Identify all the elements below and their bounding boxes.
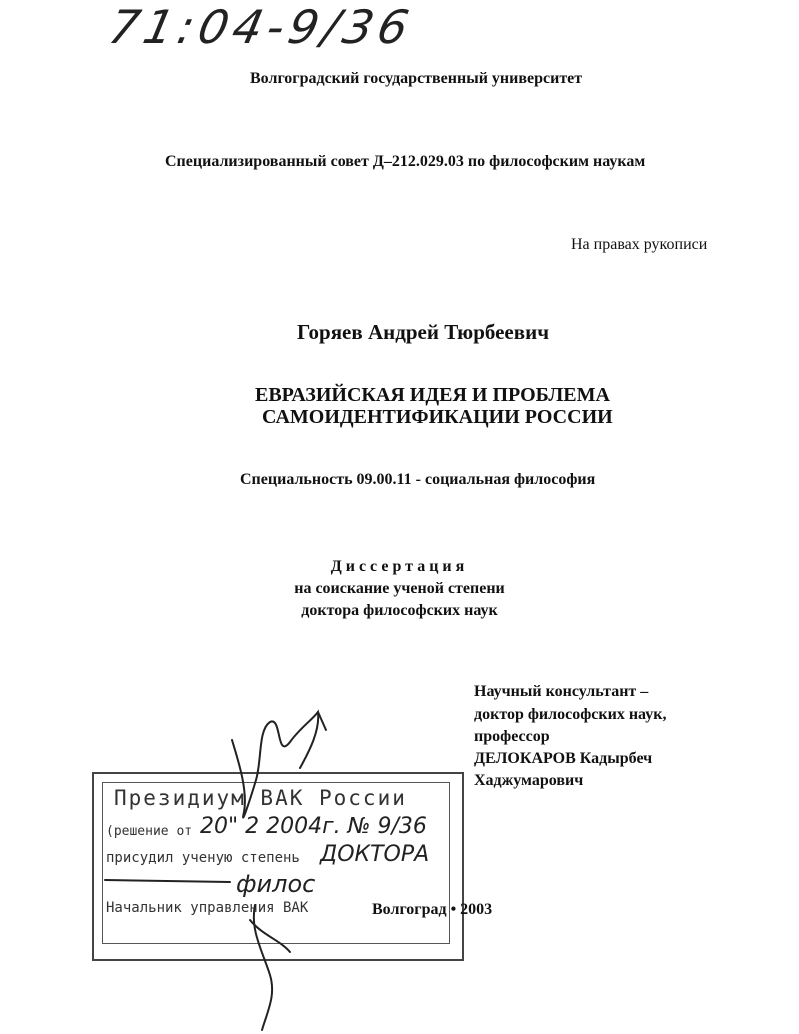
stamp-field: филос	[236, 870, 316, 898]
author-name: Горяев Андрей Тюрбеевич	[297, 320, 550, 344]
specialty: Специальность 09.00.11 - социальная философия	[240, 471, 596, 488]
council-name: Специализированный совет Д–212.029.03 по философским наукам	[165, 153, 646, 170]
manuscript-note: На правах рукописи	[571, 236, 708, 253]
dissertation-line-2: доктора философских наук	[301, 602, 498, 619]
city-year: Волгоград • 2003	[372, 901, 493, 918]
consultant-line-2: доктор философских наук,	[474, 706, 667, 723]
university-name: Волгоградский государственный университет	[250, 70, 583, 87]
stamp-degree: ДОКТОРА	[320, 842, 430, 867]
archive-number: 71:04-9/36	[104, 0, 419, 54]
stamp-degree-label: присудил ученую степень	[106, 850, 300, 866]
stamp-title: Президиум ВАК России	[114, 786, 407, 810]
dissertation-line-1: на соискание ученой степени	[294, 580, 505, 597]
title-line-2: САМОИДЕНТИФИКАЦИИ РОССИИ	[262, 406, 613, 428]
stamp-decision-date: 20" 2 2004г. № 9/36	[200, 814, 427, 839]
stamp-head-label: Начальник управления ВАК	[106, 900, 309, 916]
dissertation-label: Диссертация	[330, 558, 469, 575]
stamp-decision-label: (решение от	[106, 824, 193, 839]
consultant-line-5: Хаджумарович	[474, 772, 584, 789]
title-line-1: ЕВРАЗИЙСКАЯ ИДЕЯ И ПРОБЛЕМА	[255, 384, 610, 406]
consultant-line-4: ДЕЛОКАРОВ Кадырбеч	[474, 750, 653, 767]
consultant-line-1: Научный консультант –	[474, 683, 649, 700]
consultant-line-3: профессор	[474, 728, 550, 745]
